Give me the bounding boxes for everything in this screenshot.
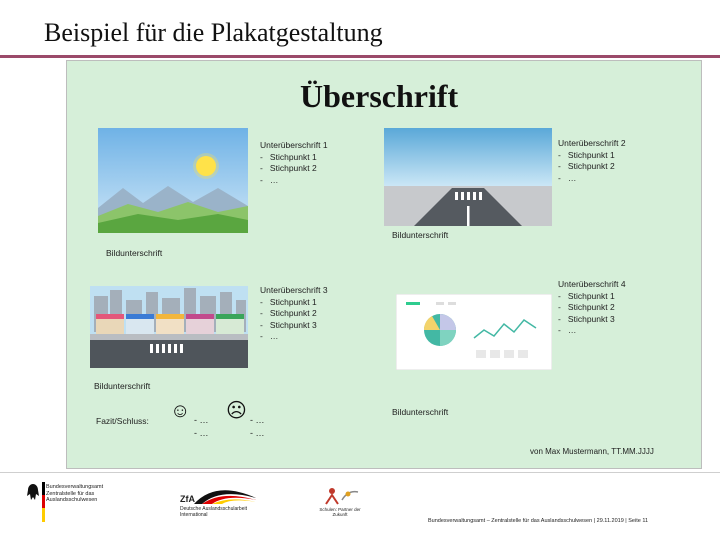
dashboard-illustration [396, 294, 552, 370]
image-caption: Bildunterschrift [94, 381, 151, 391]
section-4-bullet: - Stichpunkt 1 [558, 291, 626, 303]
road-image [384, 128, 552, 226]
section-3-bullet: - … [260, 331, 328, 343]
slide-title: Beispiel für die Plakatgestaltung [44, 18, 383, 47]
section-3-bullet: - Stichpunkt 3 [260, 320, 328, 332]
section-1-subtitle: Unterüberschrift 1 [260, 140, 328, 150]
section-4-bullet: - … [558, 325, 626, 337]
section-2-bullet: - … [558, 173, 626, 185]
image-caption: Bildunterschrift [106, 248, 163, 258]
section-4-subtitle: Unterüberschrift 4 [558, 279, 626, 289]
zfa-logo-subtext [180, 506, 247, 518]
section-4-bullet: - Stichpunkt 3 [558, 314, 626, 326]
dash-line: - … [250, 415, 265, 425]
frowny-icon: ☹ [226, 400, 247, 422]
section-1-text [260, 140, 328, 186]
dash-line: - … [250, 428, 265, 438]
section-1-bullet: - Stichpunkt 2 [260, 163, 328, 175]
section-4-text [558, 279, 626, 337]
author-credit: von Max Mustermann, TT.MM.JJJJ [530, 447, 654, 456]
section-2-subtitle: Unterüberschrift 2 [558, 138, 626, 148]
conclusion-label: Fazit/Schluss: [96, 416, 149, 426]
federal-eagle-icon [26, 482, 40, 506]
partner-logo-text: Schulen: Partner der Zukunft [319, 507, 361, 517]
landscape-image [98, 128, 248, 233]
conclusion-negative-points [250, 414, 265, 440]
title-rule [0, 55, 720, 58]
section-1-bullet: - Stichpunkt 1 [260, 152, 328, 164]
street-shops-image [90, 286, 248, 368]
organisation-name [46, 484, 103, 504]
dash-line: - … [194, 415, 209, 425]
poster-heading: Überschrift [300, 78, 459, 114]
section-2-bullet: - Stichpunkt 2 [558, 161, 626, 173]
smiley-icon: ☺ [170, 400, 191, 422]
org-line: Zentralstelle für das [46, 490, 95, 497]
section-2-text [558, 138, 626, 184]
section-2-bullet: - Stichpunkt 1 [558, 150, 626, 162]
section-4-bullet: - Stichpunkt 2 [558, 302, 626, 314]
zfa-sub-line: Deutsche Auslandsschularbeit [180, 506, 247, 512]
flag-stripe [42, 482, 45, 522]
org-line: Bundesverwaltungsamt [46, 484, 104, 490]
org-line: Auslandsschulwesen [46, 497, 98, 503]
section-3-text [260, 285, 328, 343]
dash-line: - … [194, 428, 209, 438]
zfa-sub-line: International [180, 512, 208, 518]
zfa-logo [176, 484, 260, 522]
conclusion-positive-points [194, 414, 209, 440]
section-1-bullet: - … [260, 175, 328, 187]
footer-text: Bundesverwaltungsamt – Zentralstelle für das Auslandsschulwesen | 29.11.2019 | Seite 11 [428, 518, 649, 524]
section-3-bullet: - Stichpunkt 2 [260, 308, 328, 320]
partner-logo [318, 486, 362, 520]
section-3-bullet: - Stichpunkt 1 [260, 297, 328, 309]
poster-area [66, 60, 702, 469]
image-caption: Bildunterschrift [392, 230, 449, 240]
image-caption: Bildunterschrift [392, 407, 449, 417]
zfa-logo-text: ZfA [180, 494, 195, 504]
footer-divider [0, 472, 720, 473]
section-3-subtitle: Unterüberschrift 3 [260, 285, 328, 295]
